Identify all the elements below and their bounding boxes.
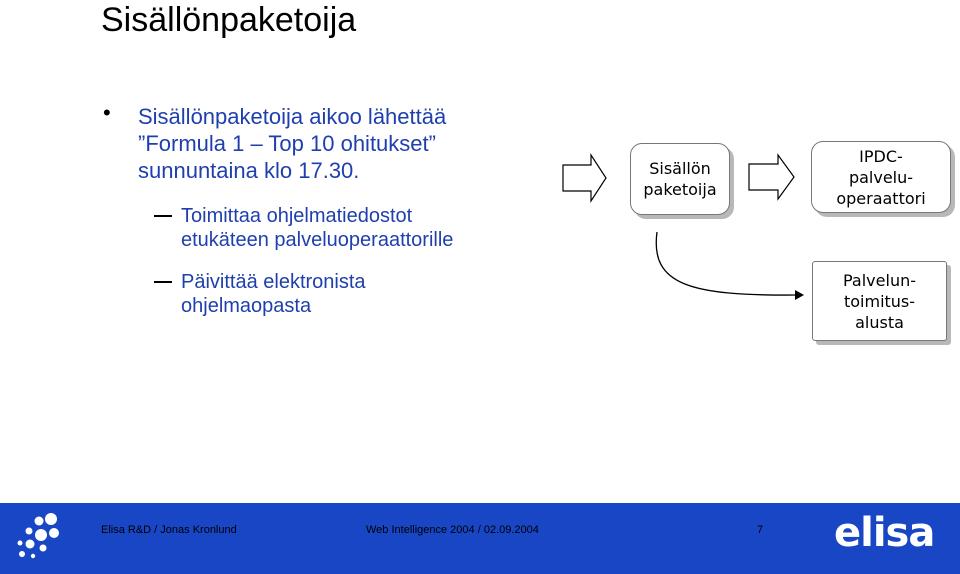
bullet-dot: • (103, 100, 111, 125)
box-sisallon-paketoija (630, 143, 730, 215)
main-bullet-line-2: ”Formula 1 – Top 10 ohitukset” (138, 131, 436, 156)
box-ipdc-operaattori (811, 141, 951, 213)
box-label: paketoija (643, 180, 717, 199)
box-palveluntoimitusalusta (812, 261, 947, 341)
curved-arrow-icon (656, 232, 797, 295)
box-label: toimitus- (843, 291, 916, 311)
main-bullet-line-3: sunnuntaina klo 17.30. (138, 158, 360, 183)
slide-title: Sisällönpaketoija (101, 1, 357, 39)
main-bullet-line-1: Sisällönpaketoija aikoo lähettää (138, 104, 447, 129)
elisa-dots-logo-icon (13, 511, 63, 563)
footer-event: Web Intelligence 2004 / 02.09.2004 (366, 524, 539, 536)
box-label: alusta (855, 312, 904, 332)
sub-bullet-1-line-2: etukäteen palveluoperaattorille (181, 229, 454, 251)
box-label: operaattori (836, 188, 926, 208)
sub-bullet-2-line-1: Päivittää elektronista (181, 271, 366, 293)
box-label: IPDC- (859, 146, 903, 166)
block-arrow-icon (749, 155, 794, 199)
box-label: palvelu- (848, 167, 914, 187)
sub-bullet-2-line-2: ohjelmaopasta (181, 295, 312, 317)
arrowhead-icon (795, 290, 804, 300)
footer-bar (0, 503, 960, 574)
box-label: Palvelun- (843, 270, 916, 290)
block-arrow-icon (563, 155, 606, 201)
footer-author: Elisa R&D / Jonas Kronlund (101, 524, 237, 536)
elisa-logo: elisa (834, 510, 935, 556)
box-label: Sisällön (649, 159, 711, 178)
footer-page-number: 7 (757, 524, 764, 536)
sub-bullet-1-line-1: Toimittaa ohjelmatiedostot (181, 205, 413, 227)
